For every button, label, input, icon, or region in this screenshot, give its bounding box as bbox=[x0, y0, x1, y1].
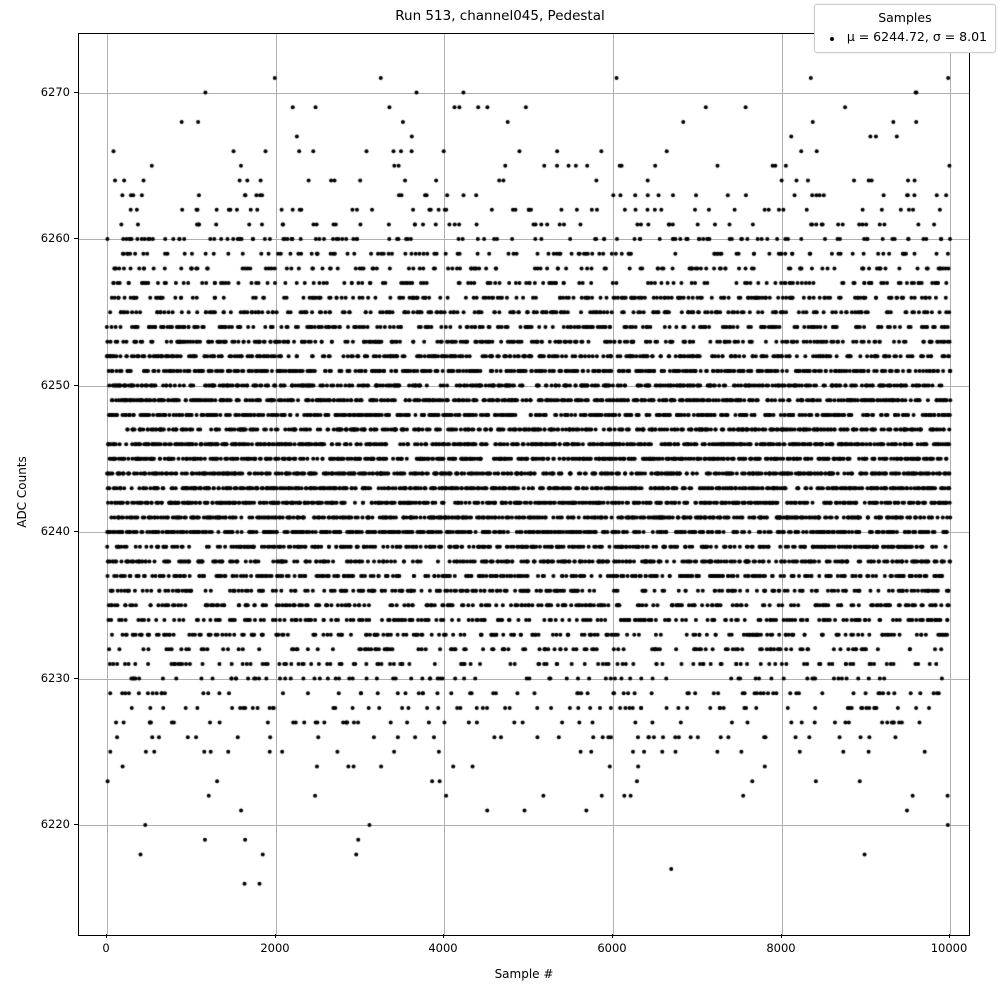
plot-area bbox=[78, 33, 970, 936]
y-tick-label: 6240 bbox=[40, 524, 70, 538]
y-tick-label: 6260 bbox=[40, 231, 70, 245]
y-tick-label: 6250 bbox=[40, 378, 70, 392]
x-tick bbox=[612, 934, 613, 938]
x-tick-label: 0 bbox=[102, 941, 110, 955]
legend-title: Samples bbox=[878, 10, 932, 25]
y-tick bbox=[74, 385, 78, 386]
y-tick-label: 6230 bbox=[40, 671, 70, 685]
x-tick bbox=[949, 934, 950, 938]
x-tick-label: 6000 bbox=[597, 941, 627, 955]
legend-item-label: μ = 6244.72, σ = 8.01 bbox=[846, 28, 987, 44]
x-tick bbox=[275, 934, 276, 938]
x-axis-label: Sample # bbox=[494, 967, 554, 981]
x-tick-label: 2000 bbox=[260, 941, 290, 955]
x-tick bbox=[106, 934, 107, 938]
y-tick-label: 6270 bbox=[40, 85, 70, 99]
legend bbox=[814, 4, 996, 53]
y-tick bbox=[74, 531, 78, 532]
x-tick bbox=[443, 934, 444, 938]
x-tick bbox=[781, 934, 782, 938]
y-tick bbox=[74, 824, 78, 825]
scatter-points-canvas bbox=[79, 34, 969, 935]
chart-title: Run 513, channel045, Pedestal bbox=[395, 8, 605, 24]
y-tick-label: 6220 bbox=[40, 817, 70, 831]
y-tick bbox=[74, 238, 78, 239]
y-tick bbox=[74, 92, 78, 93]
y-axis-label: ADC Counts bbox=[15, 456, 29, 528]
y-tick bbox=[74, 678, 78, 679]
point-marker-icon bbox=[823, 32, 841, 43]
legend-item-samples bbox=[823, 29, 987, 46]
x-tick-label: 8000 bbox=[766, 941, 796, 955]
x-tick-label: 10000 bbox=[930, 941, 968, 955]
x-tick-label: 4000 bbox=[428, 941, 458, 955]
